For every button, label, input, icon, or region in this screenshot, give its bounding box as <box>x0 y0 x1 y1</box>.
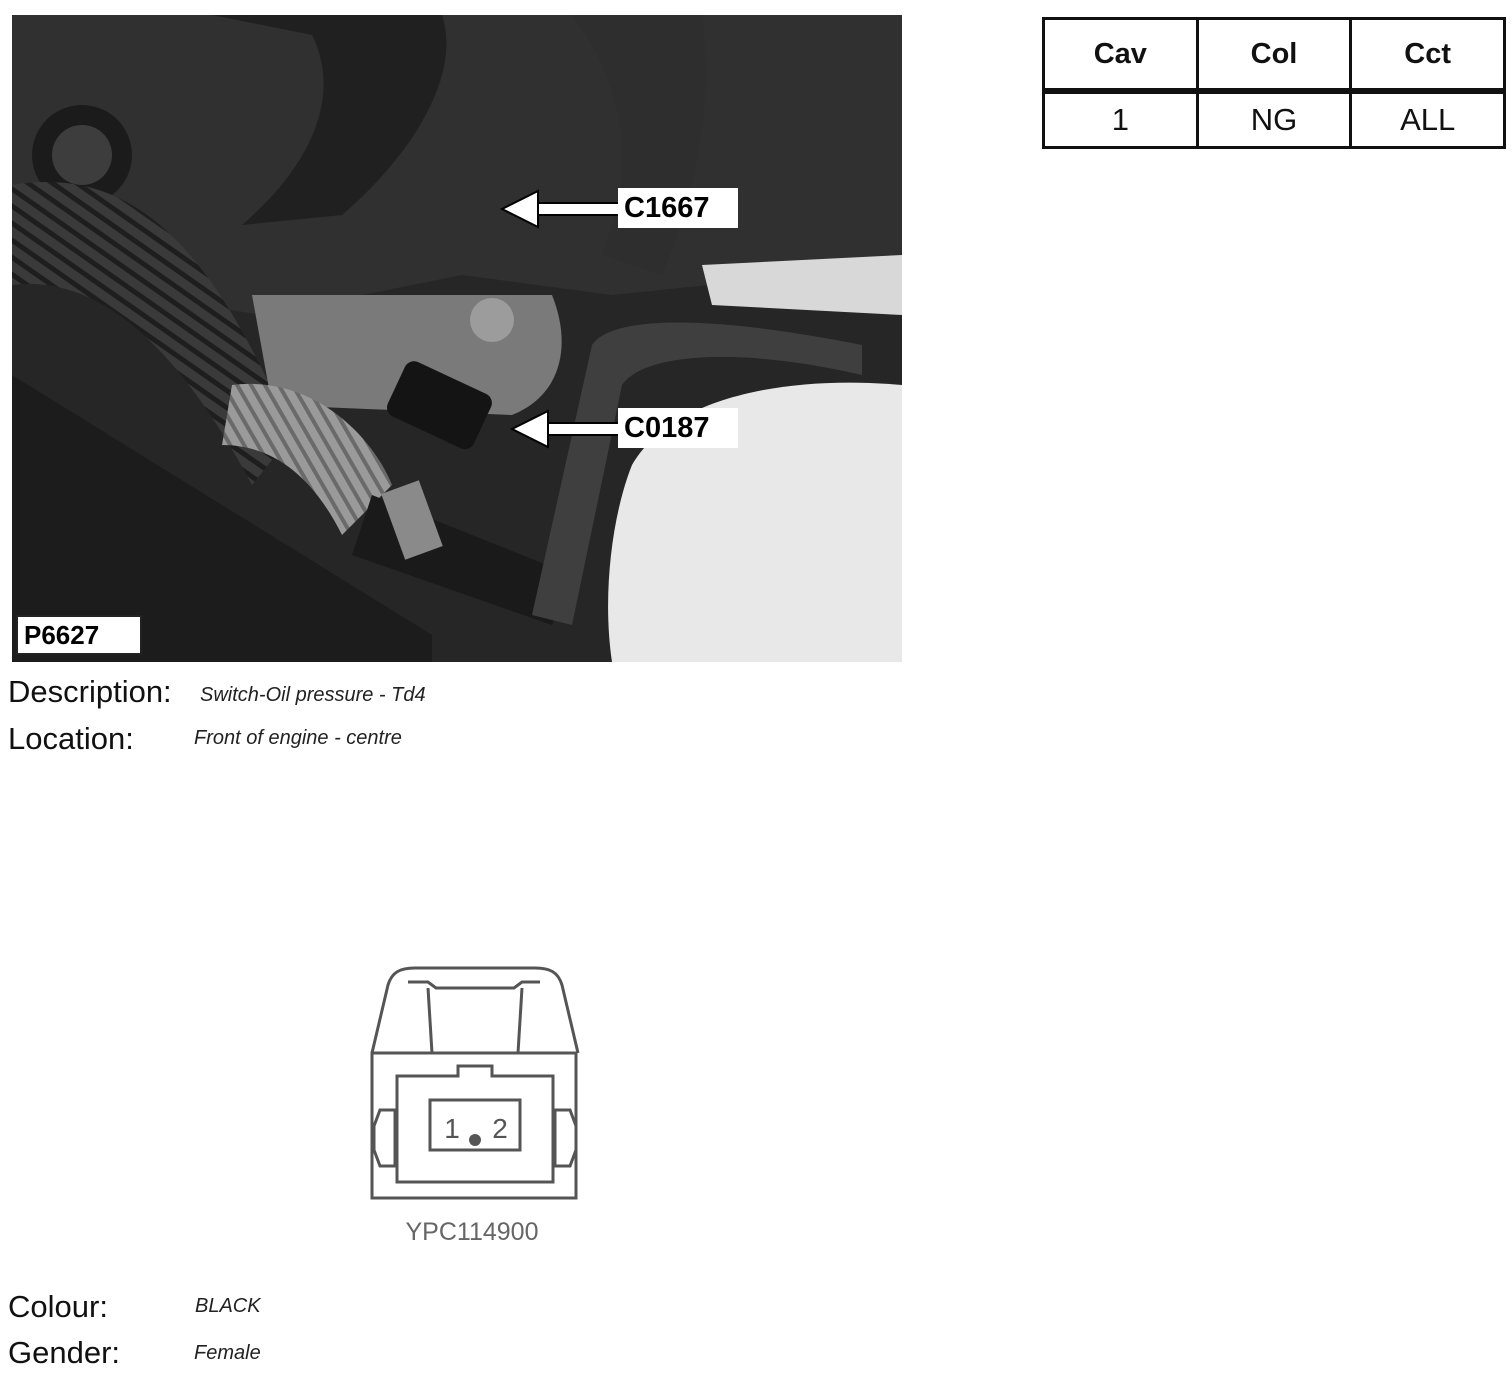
gender-value: Female <box>194 1342 261 1364</box>
location-value: Front of engine - centre <box>194 727 402 749</box>
header-cct: Cct <box>1351 19 1505 92</box>
pin-table <box>1042 17 1506 149</box>
header-col: Col <box>1197 19 1351 92</box>
colour-value: BLACK <box>195 1295 261 1317</box>
cell-col: NG <box>1197 91 1351 148</box>
location-label: Location: <box>8 721 134 756</box>
callout-c0187: C0187 <box>618 408 738 448</box>
connector-face-diagram <box>360 960 590 1210</box>
description-label: Description: <box>8 674 172 709</box>
colour-label: Colour: <box>8 1289 108 1324</box>
header-cav: Cav <box>1044 19 1198 92</box>
callout-c1667: C1667 <box>618 188 738 228</box>
gender-label: Gender: <box>8 1335 121 1370</box>
description-value: Switch-Oil pressure - Td4 <box>200 684 426 706</box>
photo-reference-label: P6627 <box>16 615 142 655</box>
pin-table-header-row <box>1044 19 1505 92</box>
connector-part-number: YPC114900 <box>405 1218 539 1246</box>
pin-2-label: 2 <box>492 1113 508 1144</box>
cell-cav: 1 <box>1044 91 1198 148</box>
pin-1-label: 1 <box>444 1113 460 1144</box>
engine-bay-photo <box>12 15 902 662</box>
cell-cct: ALL <box>1351 91 1505 148</box>
table-row <box>1044 91 1505 148</box>
engine-photo-illustration <box>12 15 902 662</box>
